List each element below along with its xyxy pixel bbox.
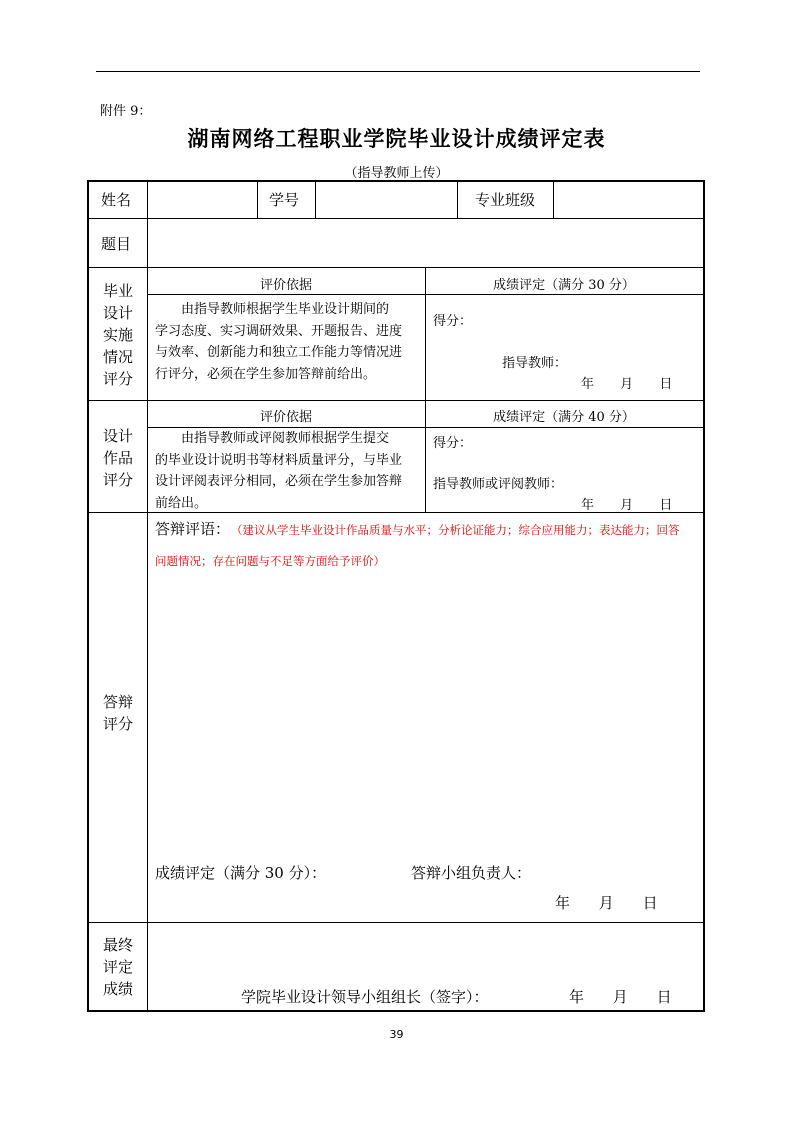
row-divider — [89, 922, 703, 923]
label-column-divider — [147, 182, 148, 1010]
class-field[interactable] — [555, 184, 701, 216]
section2-date — [581, 494, 672, 513]
basis-line: 行评分，必须在学生参加答辩前给出。 — [155, 366, 377, 382]
year-label: 年 — [555, 894, 571, 912]
row-divider — [89, 267, 703, 268]
section4-label-line: 成绩 — [102, 980, 133, 998]
basis-line: 前给出。 — [155, 495, 208, 511]
section4-label — [98, 934, 138, 1000]
day-label: 日 — [656, 988, 672, 1006]
cell-divider — [457, 182, 458, 218]
basis-line: 由指导教师或评阅教师根据学生提交 — [181, 431, 390, 446]
section1-label-line: 实施 — [102, 326, 133, 344]
cell-divider — [315, 182, 316, 218]
name-label: 姓名 — [101, 191, 132, 209]
section3-label-line: 答辩 — [102, 693, 133, 711]
section1-score-field[interactable] — [477, 304, 677, 328]
class-label: 专业班级 — [475, 191, 536, 209]
defense-comment-field[interactable] — [151, 577, 699, 847]
defense-comment-hint: （建议从学生毕业设计作品质量与水平；分析论证能力；综合应用能力；表达能力；回答 — [231, 523, 680, 537]
basis-line: 与效率、创新能力和独立工作能力等情况进 — [155, 345, 403, 360]
section2-score-label: 得分： — [433, 436, 473, 451]
section3-date — [555, 894, 658, 913]
defense-comment-label: 答辩评语： — [155, 520, 231, 538]
section2-grade-header: 成绩评定（满分 40 分） — [493, 410, 635, 425]
section2-basis-header: 评价依据 — [259, 410, 312, 425]
month-label: 月 — [598, 894, 614, 912]
section2-score-field[interactable] — [477, 428, 677, 450]
section1-label — [98, 280, 138, 390]
topic-field[interactable] — [149, 220, 701, 265]
section1-label-line: 情况 — [102, 348, 133, 366]
section3-label — [98, 691, 138, 735]
basis-line: 学习态度、实习调研效果、开题报告、进度 — [155, 323, 403, 339]
section1-basis-text — [155, 299, 402, 385]
final-signer-label: 学院毕业设计领导小组组长（签字）： — [241, 988, 489, 1006]
day-label: 日 — [659, 377, 673, 392]
defense-leader-label: 答辩小组负责人： — [411, 864, 532, 882]
section4-date — [569, 988, 672, 1007]
section2-label — [98, 425, 138, 491]
form-title: 湖南网络工程职业学院毕业设计成绩评定表 — [187, 127, 606, 151]
student-id-label: 学号 — [269, 191, 300, 209]
section1-label-line: 设计 — [102, 304, 133, 322]
section2-label-line: 设计 — [102, 427, 133, 445]
section2-label-line: 评分 — [102, 471, 133, 489]
section2-label-line: 作品 — [102, 449, 133, 467]
row-divider — [89, 218, 703, 219]
defense-grade-label: 成绩评定（满分 30 分）： — [155, 864, 327, 882]
cell-divider — [425, 267, 426, 512]
student-id-field[interactable] — [317, 184, 455, 216]
month-label: 月 — [620, 377, 634, 392]
section1-label-line: 评分 — [102, 370, 133, 388]
grade-form-table — [87, 180, 705, 1012]
section4-label-line: 最终 — [102, 936, 133, 954]
year-label: 年 — [569, 988, 585, 1006]
row-divider — [89, 400, 703, 401]
day-label: 日 — [642, 894, 658, 912]
section1-signer-label: 指导教师： — [502, 356, 568, 371]
defense-comment-hint: 问题情况；存在问题与不足等方面给予评价） — [155, 554, 385, 568]
cell-divider — [553, 182, 554, 218]
basis-line: 由指导教师根据学生毕业设计期间的 — [181, 302, 390, 317]
section1-score-label: 得分： — [433, 314, 473, 329]
page-number: 39 — [389, 1028, 404, 1041]
month-label: 月 — [620, 498, 634, 513]
header-rule — [96, 71, 700, 72]
topic-label: 题目 — [101, 235, 132, 253]
month-label: 月 — [612, 988, 628, 1006]
section3-label-line: 评分 — [102, 715, 133, 733]
basis-line: 设计评阅表评分相同，必须在学生参加答辩 — [155, 474, 403, 489]
section1-label-line: 毕业 — [102, 282, 133, 300]
section2-signer-label: 指导教师或评阅教师： — [433, 477, 564, 492]
section1-date — [581, 373, 672, 392]
year-label: 年 — [581, 498, 595, 513]
cell-divider — [257, 182, 258, 218]
day-label: 日 — [659, 498, 673, 513]
section1-grade-header: 成绩评定（满分 30 分） — [493, 278, 635, 293]
section1-basis-header: 评价依据 — [259, 278, 312, 293]
name-field[interactable] — [149, 184, 255, 216]
year-label: 年 — [581, 377, 595, 392]
section4-label-line: 评定 — [102, 958, 133, 976]
section2-basis-text — [155, 428, 402, 514]
form-subtitle: （指导教师上传） — [344, 166, 449, 181]
basis-line: 的毕业设计说明书等材料质量评分，与毕业 — [155, 452, 403, 468]
annex-label: 附件 9： — [100, 104, 152, 119]
